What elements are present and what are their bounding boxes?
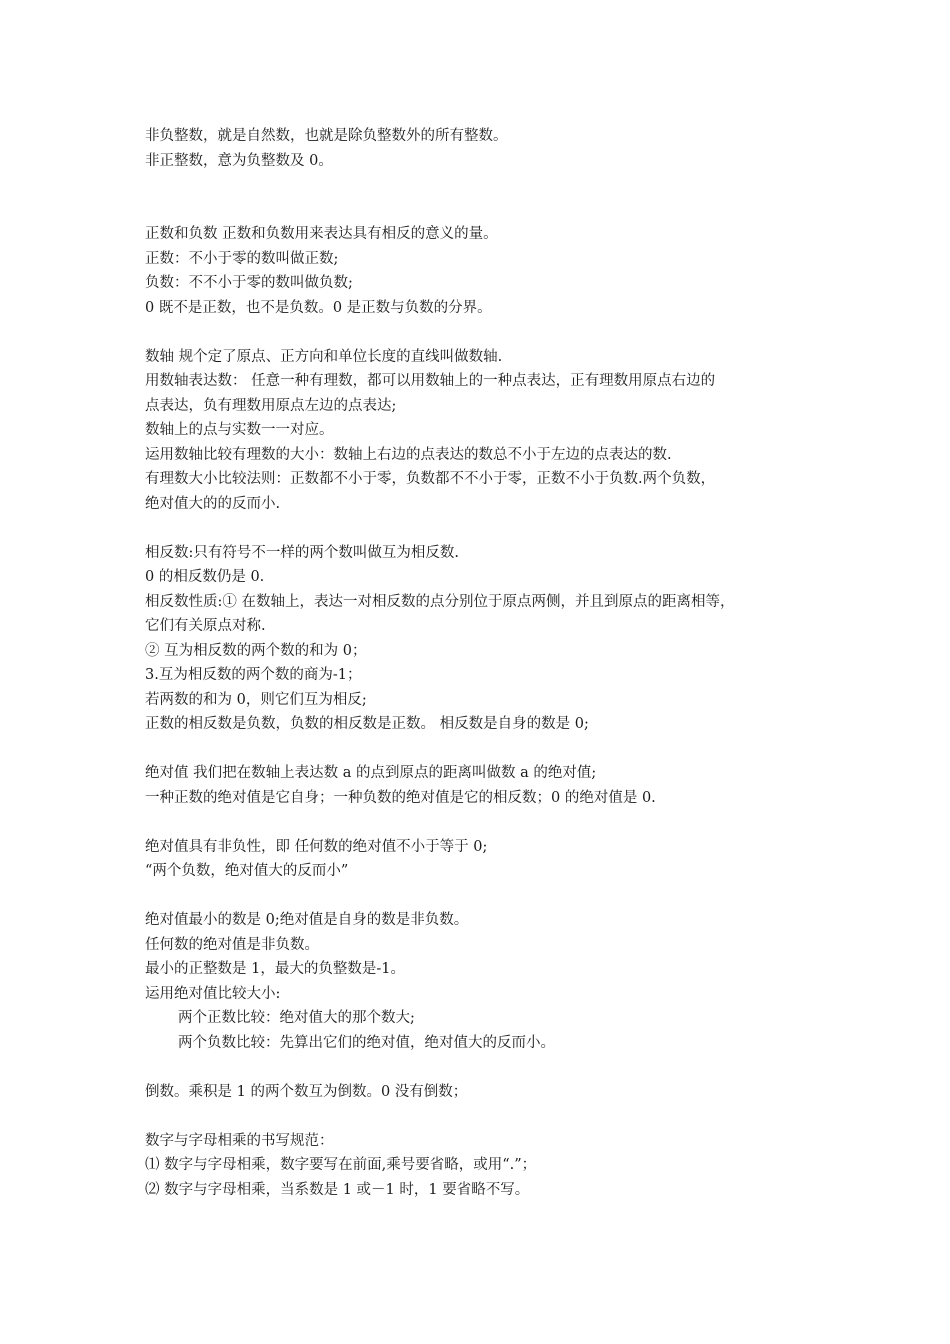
text-line: ⑵ 数字与字母相乘，当系数是 1 或－1 时，1 要省略不写。 [145, 1181, 530, 1198]
text-line: 有理数大小比较法则：正数都不小于零，负数都不不小于零，正数不小于负数.两个负数， [145, 471, 716, 487]
section-integers [145, 124, 825, 173]
text-line: 用数轴表达数： 任意一种有理数，都可以用数轴上的一种点表达，正有理数用原点右边的 [145, 373, 716, 389]
text-line: 若两数的和为 0，则它们互为相反; [145, 691, 367, 708]
text-line: 最小的正整数是 1，最大的负整数是-1。 [145, 961, 405, 977]
indented-text-line: 两个正数比较：绝对值大的那个数大; [178, 1010, 415, 1026]
document-body [145, 124, 825, 1202]
blank-line [145, 737, 825, 762]
blank-space [145, 173, 825, 222]
text-line: 倒数。乘积是 1 的两个数互为倒数。0 没有倒数； [145, 1083, 468, 1100]
text-line: 正数：不小于零的数叫做正数; [145, 250, 339, 267]
text-line: 非正整数，意为负整数及 0。 [145, 152, 333, 169]
text-line: 点表达，负有理数用原点左边的点表达; [145, 397, 397, 414]
section-positive-negative [145, 222, 825, 320]
section-number-line [145, 345, 825, 517]
indented-text-line: 两个负数比较：先算出它们的绝对值，绝对值大的反而小。 [178, 1034, 555, 1051]
blank-line [145, 884, 825, 909]
text-line: 非负整数，就是自然数，也就是除负整数外的所有整数。 [145, 128, 508, 144]
section-heading-line: 数字与字母相乘的书写规范： [145, 1132, 334, 1149]
section-opposite-numbers [145, 541, 825, 737]
section-heading-line: 绝对值 我们把在数轴上表达数 a 的点到原点的距离叫做数 a 的绝对值; [145, 765, 597, 781]
text-line: 3.互为相反数的两个数的商为-1； [145, 667, 362, 683]
section-heading-line: 相反数:只有符号不一样的两个数叫做互为相反数. [145, 544, 459, 561]
text-line: 一种正数的绝对值是它自身；一种负数的绝对值是它的相反数；0 的绝对值是 0. [145, 789, 656, 806]
text-line: 0 既不是正数，也不是负数。0 是正数与负数的分界。 [145, 299, 492, 316]
text-line: 绝对值大的的反而小. [145, 495, 281, 512]
section-reciprocal [145, 1080, 825, 1105]
text-line: 任何数的绝对值是非负数。 [145, 936, 319, 953]
blank-line [145, 320, 825, 345]
quote-line: “两个负数，绝对值大的反而小” [145, 863, 349, 879]
section-absolute-nonnegative [145, 835, 825, 884]
text-line: 正数的相反数是负数，负数的相反数是正数。 相反数是自身的数是 0; [145, 716, 589, 732]
blank-line [145, 1055, 825, 1080]
section-heading-line: 正数和负数 正数和负数用来表达具有相反的意义的量。 [145, 226, 498, 242]
text-line: 它们有关原点对称. [145, 618, 266, 634]
text-line: 绝对值具有非负性，即 任何数的绝对值不小于等于 0; [145, 838, 488, 855]
text-line: 相反数性质:① 在数轴上，表达一对相反数的点分别位于原点两侧，并且到原点的距离相等， [145, 593, 735, 610]
section-absolute-value [145, 761, 825, 810]
blank-line [145, 1104, 825, 1129]
text-line: 负数：不不小于零的数叫做负数; [145, 275, 353, 291]
text-line: 数轴上的点与实数一一对应。 [145, 422, 334, 438]
section-absolute-compare [145, 908, 825, 1055]
text-line: ⑴ 数字与字母相乘，数字要写在前面,乘号要省略，或用“.”； [145, 1157, 537, 1173]
section-writing-rules [145, 1129, 825, 1203]
blank-line [145, 516, 825, 541]
blank-line [145, 810, 825, 835]
text-line: 运用数轴比较有理数的大小：数轴上右边的点表达的数总不小于左边的点表达的数. [145, 446, 672, 463]
text-line: 0 的相反数仍是 0. [145, 569, 265, 585]
section-heading-line: 数轴 规个定了原点、正方向和单位长度的直线叫做数轴. [145, 348, 503, 365]
text-line: 运用绝对值比较大小: [145, 985, 281, 1002]
text-line: 绝对值最小的数是 0;绝对值是自身的数是非负数。 [145, 912, 469, 928]
text-line: ② 互为相反数的两个数的和为 0； [145, 642, 367, 659]
